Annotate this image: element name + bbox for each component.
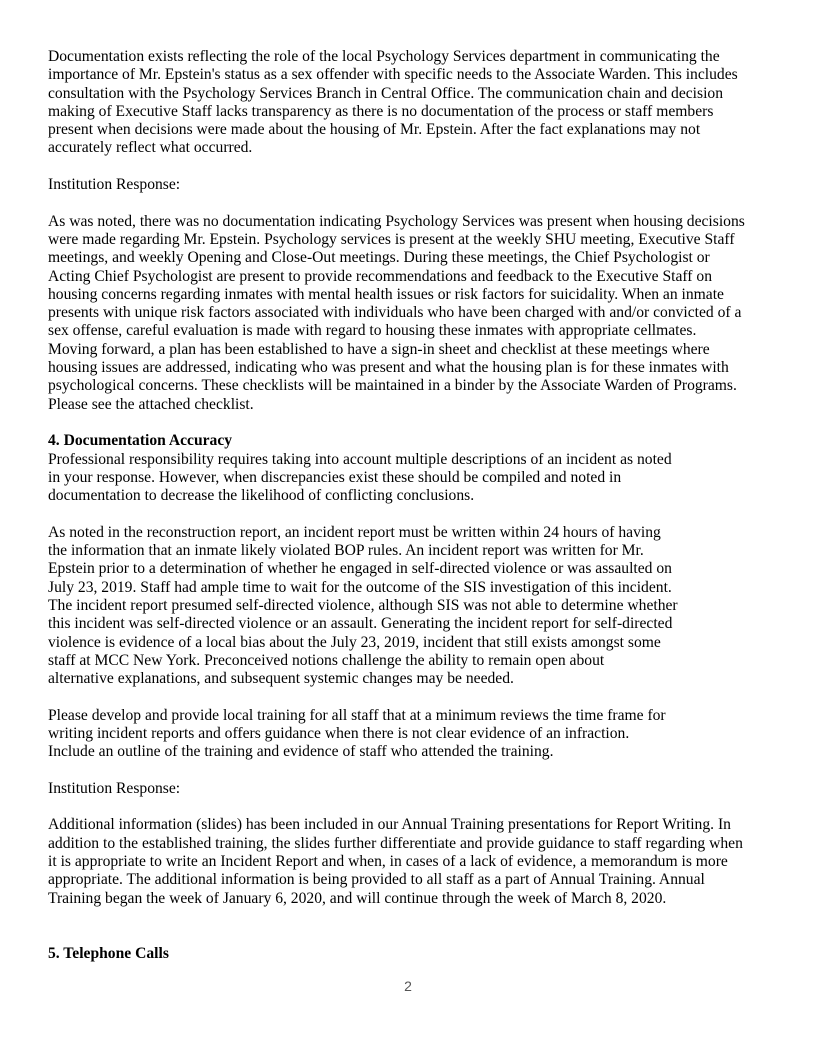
document-page	[48, 48, 768, 963]
text-line: The incident report presumed self-directed violence, although SIS was not able to determine whether	[48, 596, 678, 614]
text-line: addition to the established training, the slides further differentiate and provide guidance to staff regarding when	[48, 834, 743, 852]
spacer	[48, 158, 768, 176]
spacer	[48, 688, 768, 706]
text-line: Moving forward, a plan has been established to have a sign-in sheet and checklist at these meetings where	[48, 340, 710, 358]
text-line: appropriate. The additional information is being provided to all staff as a part of Annual Training. Annual	[48, 871, 705, 889]
paragraph-response-training	[48, 816, 768, 907]
text-line: alternative explanations, and subsequent systemic changes may be needed.	[48, 670, 514, 688]
text-line: writing incident reports and offers guidance when there is not clear evidence of an infraction.	[48, 724, 630, 742]
page-number: 2	[404, 978, 412, 994]
text-line: accurately reflect what occurred.	[48, 139, 253, 157]
text-line: importance of Mr. Epstein's status as a sex offender with specific needs to the Associate Warden. This includes	[48, 66, 738, 84]
text-line: July 23, 2019. Staff had ample time to wait for the outcome of the SIS investigation of this incident.	[48, 578, 672, 596]
spacer	[48, 414, 768, 432]
spacer	[48, 908, 768, 945]
institution-response-label: Institution Response:	[48, 779, 181, 797]
section-heading-telephone-calls: 5. Telephone Calls	[48, 944, 169, 962]
text-line: Documentation exists reflecting the role of the local Psychology Services department in communicating the	[48, 48, 720, 65]
spacer	[48, 194, 768, 212]
spacer	[48, 798, 768, 816]
text-line: Professional responsibility requires taking into account multiple descriptions of an incident as noted	[48, 450, 672, 468]
paragraph-training-request	[48, 707, 768, 762]
text-line: staff at MCC New York. Preconceived notions challenge the ability to remain open about	[48, 651, 605, 669]
text-line: Epstein prior to a determination of whether he engaged in self-directed violence or was assaulted on	[48, 560, 672, 578]
spacer	[48, 762, 768, 780]
text-line: documentation to decrease the likelihood of conflicting conclusions.	[48, 487, 475, 505]
text-line: consultation with the Psychology Services Branch in Central Office. The communication chain and decision	[48, 84, 723, 102]
text-line: housing concerns regarding inmates with mental health issues or risk factors for suicidality. When an inmate	[48, 285, 724, 303]
text-line: Training began the week of January 6, 2020, and will continue through the week of March 8, 2020.	[48, 889, 667, 907]
text-line: presents with unique risk factors associated with individuals who have been charged with and/or convicted of a	[48, 304, 742, 322]
text-line: Please see the attached checklist.	[48, 395, 254, 413]
text-line: in your response. However, when discrepancies exist these should be compiled and noted in	[48, 468, 622, 486]
text-line: the information that an inmate likely violated BOP rules. An incident report was written for Mr.	[48, 542, 644, 560]
paragraph-response-housing	[48, 213, 768, 414]
text-line: were made regarding Mr. Epstein. Psychology services is present at the weekly SHU meeting, Executive Staff	[48, 230, 735, 248]
text-line: housing issues are addressed, indicating who was present and what the housing plan is for these inmates with	[48, 359, 729, 377]
paragraph-psychology-documentation	[48, 48, 768, 158]
paragraph-reconstruction-report	[48, 524, 768, 689]
text-line: Include an outline of the training and evidence of staff who attended the training.	[48, 743, 554, 761]
text-line: making of Executive Staff lacks transparency as there is no documentation of the process or staff members	[48, 102, 714, 120]
text-line: violence is evidence of a local bias about the July 23, 2019, incident that still exists amongst some	[48, 633, 661, 651]
text-line: As noted in the reconstruction report, an incident report must be written within 24 hours of having	[48, 523, 661, 541]
text-line: present when decisions were made about the housing of Mr. Epstein. After the fact explanations may not	[48, 121, 701, 139]
paragraph-professional-responsibility	[48, 451, 768, 506]
spacer	[48, 505, 768, 523]
section-heading-documentation-accuracy: 4. Documentation Accuracy	[48, 432, 233, 450]
text-line: sex offense, careful evaluation is made with regard to housing these inmates with appropriate cellmates.	[48, 322, 697, 340]
text-line: Additional information (slides) has been included in our Annual Training presentations for Report Writing. In	[48, 816, 731, 834]
institution-response-label: Institution Response:	[48, 176, 181, 194]
text-line: it is appropriate to write an Incident Report and when, in cases of a lack of evidence, a memorandum is more	[48, 853, 728, 871]
text-line: As was noted, there was no documentation indicating Psychology Services was present when housing decisions	[48, 212, 745, 230]
text-line: Please develop and provide local training for all staff that at a minimum reviews the time frame for	[48, 706, 666, 724]
text-line: psychological concerns. These checklists will be maintained in a binder by the Associate Warden of Programs.	[48, 377, 737, 395]
text-line: meetings, and weekly Opening and Close-Out meetings. During these meetings, the Chief Psychologist or	[48, 249, 710, 267]
text-line: Acting Chief Psychologist are present to provide recommendations and feedback to the Executive Staff on	[48, 267, 712, 285]
text-line: this incident was self-directed violence or an assault. Generating the incident report for self-directed	[48, 615, 673, 633]
